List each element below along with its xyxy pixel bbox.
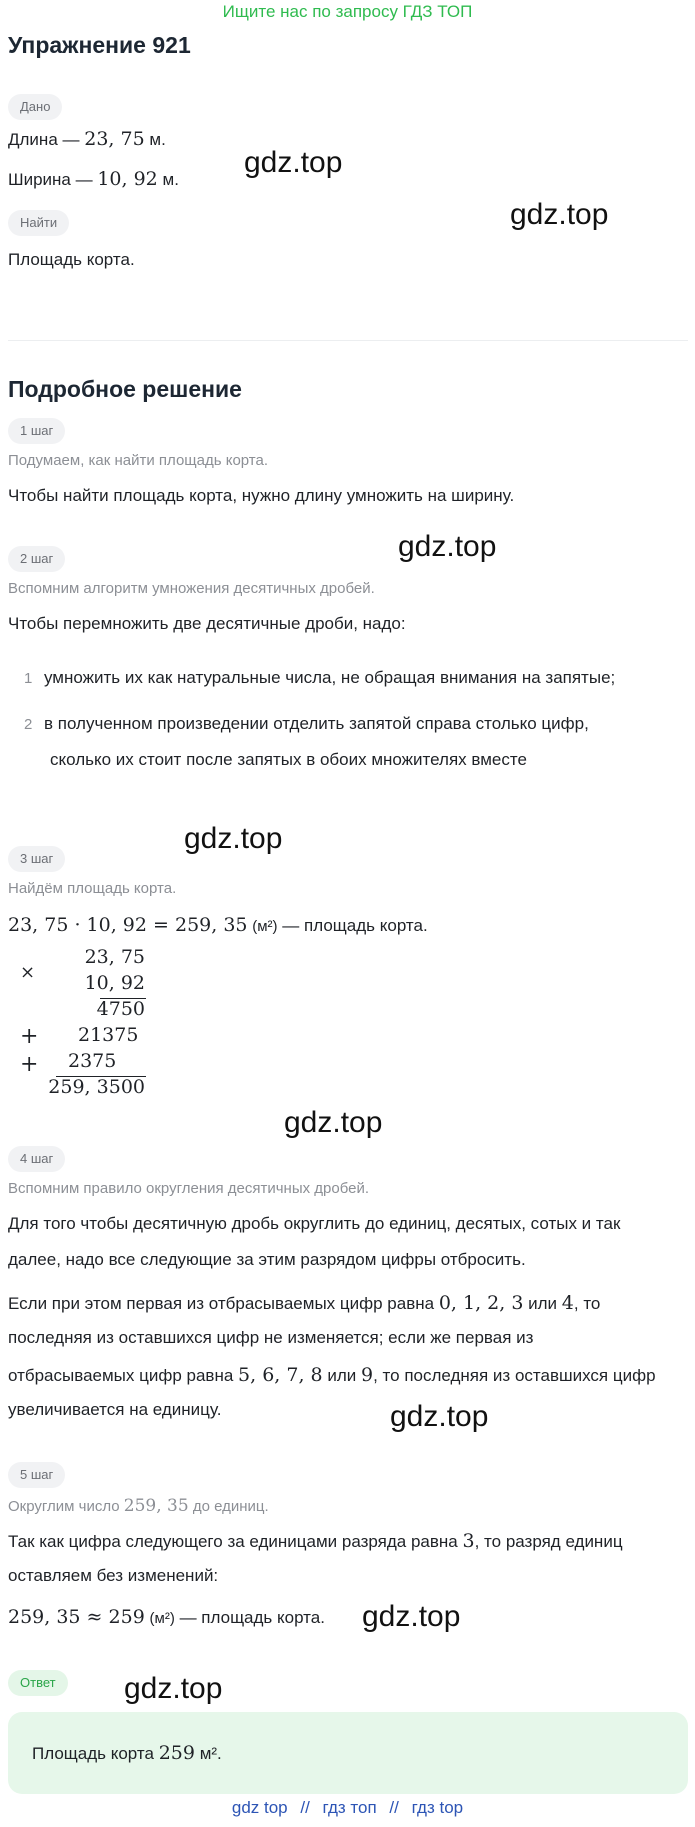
partial-3: 2375 (68, 1050, 117, 1072)
footer-link-gdz-top-mixed[interactable]: гдз top (411, 1798, 464, 1817)
list-number-1: 1 (24, 670, 33, 687)
step4-p2-line4: увеличивается на единицу. (8, 1400, 222, 1419)
footer-link-gdz-top-ru[interactable]: гдз топ (322, 1798, 377, 1817)
step4-p1-line2: далее, надо все следующие за этим разрядом цифры отбросить. (8, 1250, 526, 1269)
given-width: Ширина — 10, 92 м. (8, 168, 179, 190)
step4-p2-line1: Если при этом первая из отбрасываемых цифр равна 0, 1, 2, 3 или 4, то (8, 1292, 601, 1314)
watermark: gdz.top (124, 1672, 223, 1705)
footer-separator: // (389, 1798, 399, 1817)
watermark: gdz.top (510, 198, 609, 231)
step2-hint: Вспомним алгоритм умножения десятичных дробей. (8, 580, 375, 597)
step5-hint: Округлим число 259, 35 до единиц. (8, 1496, 269, 1516)
step4-hint: Вспомним правило округления десятичных дробей. (8, 1180, 370, 1197)
step1-chip: 1 шаг (8, 418, 65, 444)
step5-line1: Так как цифра следующего за единицами разряда равна 3, то разряд единиц (8, 1530, 623, 1552)
footer-link-gdz-top[interactable]: gdz top (231, 1798, 288, 1817)
footer-links (0, 1798, 695, 1818)
watermark: gdz.top (244, 146, 343, 179)
step3-chip: 3 шаг (8, 846, 65, 872)
step3-hint: Найдём площадь корта. (8, 880, 177, 897)
factor-b: 10, 92 (84, 972, 145, 994)
step4-p2-line2: последняя из оставшихся цифр не изменяется; если же первая из (8, 1328, 534, 1347)
list-item-2-cont: сколько их стоит после запятых в обоих множителях вместе (50, 750, 527, 769)
plus-sign-1: + (20, 1024, 39, 1049)
step3-equation: 23, 75 · 10, 92 = 259, 35 (м²) — площадь корта. (8, 914, 428, 936)
step1-text: Чтобы найти площадь корта, нужно длину умножить на ширину. (8, 486, 515, 505)
list-item-1: умножить их как натуральные числа, не обращая внимания на запятые; (44, 668, 616, 687)
footer-separator: // (300, 1798, 310, 1817)
find-text: Площадь корта. (8, 250, 135, 269)
find-chip: Найти (8, 210, 69, 236)
watermark: gdz.top (390, 1400, 489, 1433)
times-sign: × (20, 962, 36, 983)
step2-chip: 2 шаг (8, 546, 65, 572)
top-banner: Ищите нас по запросу ГДЗ ТОП (222, 2, 473, 21)
plus-sign-2: + (20, 1052, 39, 1077)
step1-hint: Подумаем, как найти площадь корта. (8, 452, 269, 469)
list-number-2: 2 (24, 716, 33, 733)
page-title: Упражнение 921 (8, 32, 191, 58)
step4-p1-line1: Для того чтобы десятичную дробь округлить до единиц, десятых, сотых и так (8, 1214, 621, 1233)
watermark: gdz.top (284, 1106, 383, 1139)
watermark: gdz.top (184, 822, 283, 855)
step5-chip: 5 шаг (8, 1462, 65, 1488)
factor-a: 23, 75 (84, 946, 145, 968)
watermark: gdz.top (398, 530, 497, 563)
section-divider (8, 340, 688, 341)
answer-chip: Ответ (8, 1670, 68, 1696)
list-item-2: в полученном произведении отделить запятой справа столько цифр, (44, 714, 589, 733)
given-chip: Дано (8, 94, 62, 120)
partial-1: 4750 (96, 998, 145, 1020)
partial-2: 21375 (78, 1024, 139, 1046)
step4-p2-line3: отбрасываемых цифр равна 5, 6, 7, 8 или 9, то последняя из оставшихся цифр (8, 1364, 656, 1386)
step5-line2: оставляем без изменений: (8, 1566, 219, 1585)
step4-chip: 4 шаг (8, 1146, 65, 1172)
watermark: gdz.top (362, 1600, 461, 1633)
solution-title: Подробное решение (8, 376, 242, 402)
product-result: 259, 3500 (48, 1076, 145, 1098)
given-length: Длина — 23, 75 м. (8, 128, 166, 150)
answer-text: Площадь корта 259 м². (32, 1742, 222, 1764)
step5-equation: 259, 35 ≈ 259 (м²) — площадь корта. (8, 1606, 325, 1628)
step2-text: Чтобы перемножить две десятичные дроби, надо: (8, 614, 406, 633)
